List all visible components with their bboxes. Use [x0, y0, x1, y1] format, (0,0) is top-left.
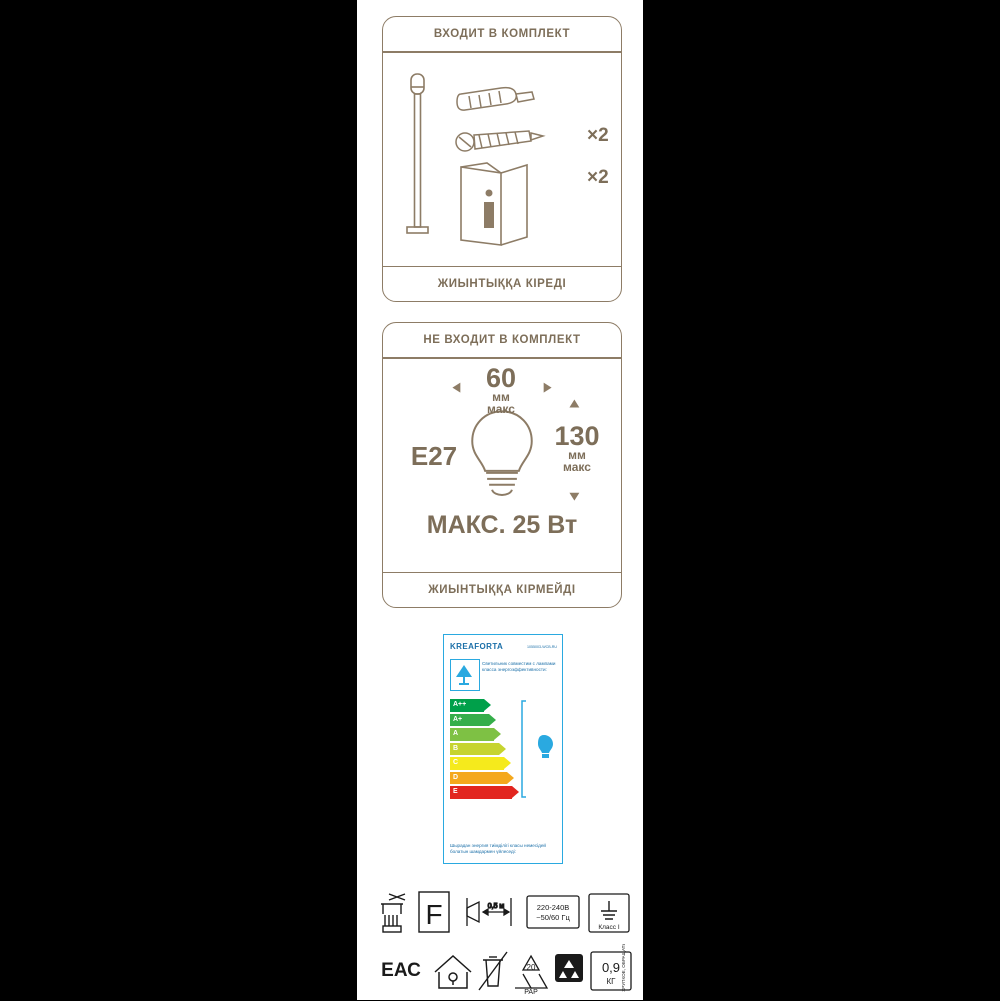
earth-class-icon	[589, 894, 629, 932]
bulb-height-value: 130	[554, 421, 600, 451]
screw-quantity: ×2	[587, 167, 609, 188]
svg-text:~50/60 Гц: ~50/60 Гц	[536, 913, 570, 922]
screw-icon	[456, 131, 543, 151]
not-included-panel	[382, 322, 622, 608]
panel-divider-top	[383, 51, 621, 53]
panel-divider-bottom	[383, 572, 621, 574]
bulb-height-label	[539, 423, 615, 473]
max-power-label: МАКС. 25 Вт	[426, 511, 578, 539]
label-code: 1055003-WCB-RU	[527, 645, 557, 649]
svg-text:КГ: КГ	[606, 977, 616, 986]
no-household-waste-icon	[479, 952, 507, 990]
bracket-and-bulb-icon	[520, 699, 558, 799]
wall-plug-icon	[457, 88, 534, 111]
included-panel-footer: ЖИЫНТЫҚҚА КІРЕДІ	[437, 278, 567, 290]
not-included-panel-footer: ЖИЫНТЫҚҚА КІРМЕЙДІ	[428, 584, 576, 596]
not-included-panel-title: НЕ ВХОДИТ В КОМПЛЕКТ	[423, 334, 581, 346]
bulb-height-qualifier: макс	[563, 460, 591, 474]
energy-class-label: A++	[453, 701, 467, 708]
class-f-icon	[419, 892, 449, 932]
panel-divider-bottom	[383, 266, 621, 268]
bulb-height-unit: мм	[568, 448, 586, 462]
energy-class-bar	[450, 757, 504, 770]
bollard-lamp-icon	[407, 74, 428, 233]
voltage-icon	[527, 896, 579, 928]
bulb-icon	[472, 411, 532, 495]
eac-mark-icon	[381, 960, 421, 981]
brand-name: KREAFORTA	[450, 642, 504, 651]
bulb-diameter-qualifier: макс	[487, 402, 515, 416]
label-page	[357, 0, 643, 1000]
luminaire-icon-box	[450, 659, 480, 691]
no-pressure-washer-icon	[381, 894, 405, 932]
svg-text:ХРУПКОЕ, ОБРАЩАТЬСЯ ОСТОРОЖНО: ХРУПКОЕ, ОБРАЩАТЬСЯ ОСТОРОЖНО	[621, 944, 626, 992]
energy-class-bar	[450, 699, 484, 712]
energy-class-label: E	[453, 788, 458, 795]
bulb-diameter-label	[461, 365, 541, 415]
energy-class-bar	[450, 728, 494, 741]
svg-text:0,5 м: 0,5 м	[487, 903, 505, 910]
svg-text:Класс I: Класс I	[598, 924, 620, 931]
bulb-diameter-value: 60	[485, 363, 517, 393]
energy-class-bar	[450, 714, 489, 727]
wall-plug-quantity: ×2	[587, 125, 609, 146]
svg-text:F: F	[425, 899, 443, 930]
recessed-distance-icon	[467, 898, 511, 926]
luminaire-icon	[451, 660, 477, 688]
energy-class-label: A	[453, 730, 459, 737]
svg-text:ЕАС: ЕАС	[381, 960, 421, 981]
panel-divider-top	[383, 357, 621, 359]
energy-class-bar	[450, 786, 512, 799]
energy-class-label: C	[453, 759, 459, 766]
bulb-socket-label: E27	[410, 441, 458, 471]
dark-recycle-icon	[555, 954, 583, 982]
instruction-manual-icon	[461, 163, 527, 245]
small-bulb-icon	[538, 735, 553, 758]
energy-class-bars	[450, 699, 512, 801]
svg-text:0,9: 0,9	[601, 960, 621, 975]
included-panel	[382, 16, 622, 302]
svg-text:20: 20	[526, 963, 536, 972]
compatibility-text: Светильник совместим с лампами класса энергоэффективности:	[482, 661, 556, 672]
indoor-use-icon	[435, 956, 471, 988]
energy-efficiency-label	[443, 634, 563, 864]
energy-class-bar	[450, 743, 499, 756]
compatibility-text-kk: Шырадан энергия тиімділігі класы немесідей болатын шамдармен үйлеседі:	[450, 843, 546, 854]
icon-row-compliance	[357, 944, 643, 996]
energy-class-label: B	[453, 744, 459, 752]
included-items	[383, 57, 621, 257]
bulb-diameter-unit: мм	[492, 390, 510, 404]
icon-row-technical	[357, 884, 643, 938]
svg-text:220-240В: 220-240В	[536, 903, 570, 912]
svg-text:PAP: PAP	[524, 989, 538, 996]
fragile-text-icon	[621, 944, 626, 992]
energy-class-label: D	[453, 773, 459, 781]
energy-class-bar	[450, 772, 507, 785]
recycling-pap-icon	[515, 956, 547, 996]
included-panel-title: ВХОДИТ В КОМПЛЕКТ	[433, 28, 571, 40]
included-items-illustration	[383, 57, 623, 257]
energy-class-label: A+	[453, 715, 463, 723]
